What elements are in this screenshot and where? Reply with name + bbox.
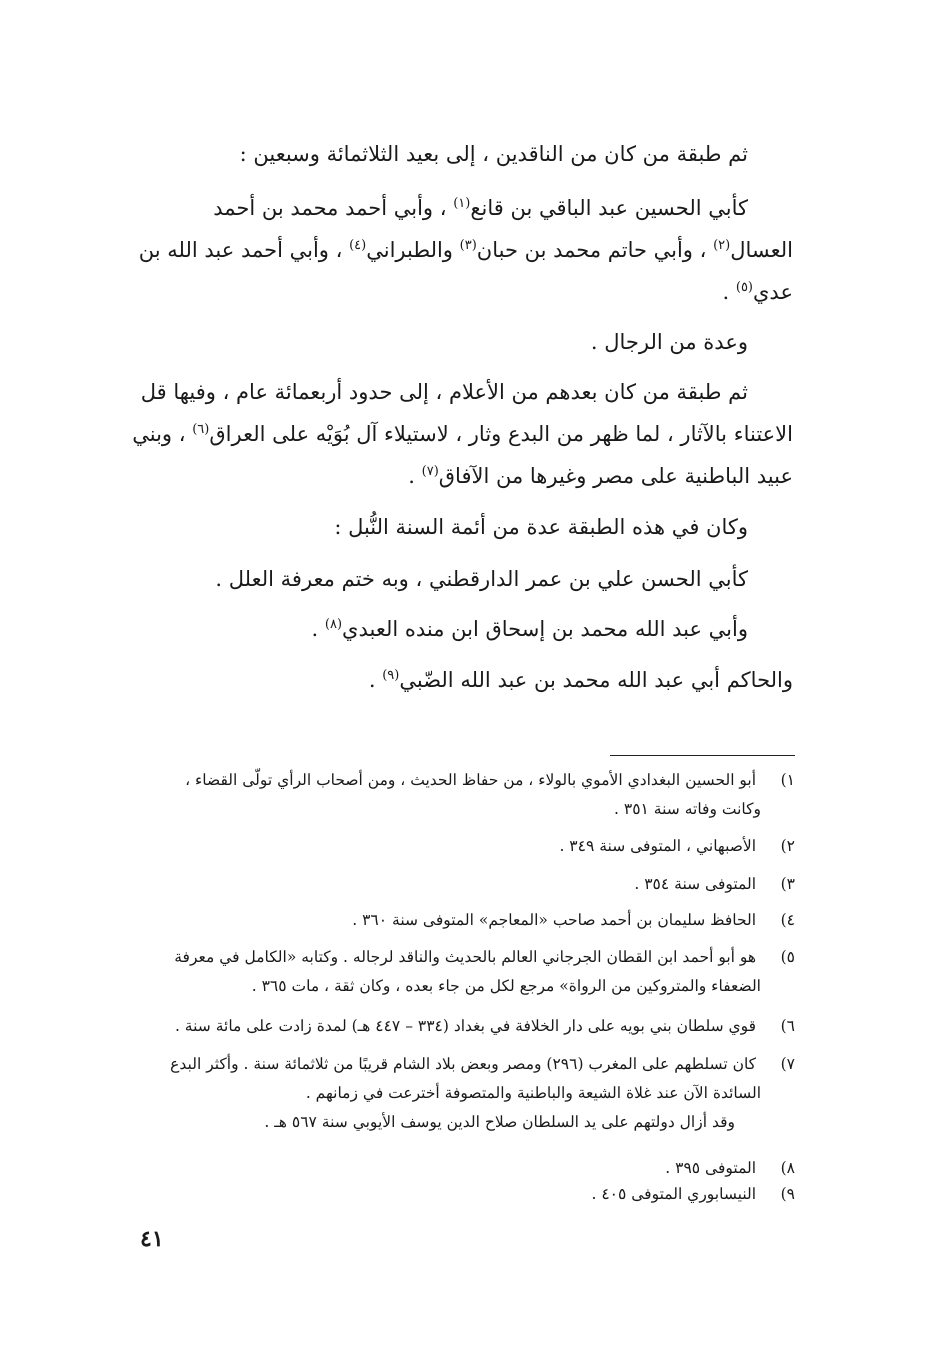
text-span: العسال (730, 238, 793, 262)
text-span: ثم طبقة من كان بعدهم من الأعلام ، إلى حدود أربعمائة عام ، وفيها قل (140, 380, 748, 404)
page-number: ٤١ (140, 1226, 164, 1252)
paragraph-line (369, 668, 793, 692)
text-span: عدي (753, 280, 793, 304)
footnote (140, 1012, 795, 1041)
text-span: ، وبني (132, 422, 186, 446)
footnote-continuation: وكانت وفاته سنة ٣٥١ . (614, 800, 761, 818)
paragraph-line (141, 380, 748, 404)
text-span: كأبي الحسن علي بن عمر الدارقطني ، وبه ختم معرفة العلل . (215, 567, 748, 591)
paragraph-line (408, 464, 793, 488)
footnote-text: كان تسلطهم على المغرب (٢٩٦) ومصر وبعض بلاد الشام قريبًا من ثلاثمائة سنة . وأكثر البدع (170, 1055, 757, 1073)
footnote-ref[interactable]: (٦) (192, 422, 210, 437)
text-span: ، وأبي أحمد محمد بن أحمد (213, 196, 447, 220)
paragraph-line (591, 330, 748, 354)
text-span: والطبراني (366, 238, 453, 262)
paragraph-line (213, 196, 748, 220)
footnote-ref[interactable]: (٨) (324, 617, 343, 632)
paragraph-line (139, 238, 793, 262)
footnote-text: قوي سلطان بني بويه على دار الخلافة في بغداد (٣٣٤ – ٤٤٧ هـ) لمدة زادت على مائة سنة . (174, 1017, 757, 1035)
text-span: ثم طبقة من كان من الناقدين ، إلى بعيد الثلاثمائة وسبعين : (239, 142, 748, 166)
footnote-continuation: وقد أزال دولتهم على يد السلطان صلاح الدين يوسف الأيوبي سنة ٥٦٧ هـ . (264, 1113, 735, 1131)
paragraph-line (334, 515, 748, 539)
footnote (140, 1050, 795, 1137)
footnote-number: ١) (780, 771, 795, 789)
paragraph-line (132, 422, 793, 446)
footnote-ref[interactable]: (٢) (713, 238, 731, 253)
footnote (140, 766, 795, 824)
footnote-number: ٣) (780, 875, 795, 893)
footnote-number: ٧) (780, 1055, 795, 1073)
text-span: وكان في هذه الطبقة عدة من أئمة السنة النُّبل : (334, 515, 748, 539)
footnote (140, 1180, 795, 1209)
footnote (140, 1154, 795, 1183)
footnote-separator (610, 755, 795, 756)
footnote-text: النيسابوري المتوفى ٤٠٥ . (591, 1185, 757, 1203)
text-span: . (368, 668, 376, 692)
footnote-ref[interactable]: (٧) (421, 464, 439, 479)
text-span: وعدة من الرجال . (590, 330, 748, 354)
text-span: كأبي الحسين عبد الباقي بن قانع (470, 196, 748, 220)
text-span: . (311, 617, 319, 641)
paragraph-line (312, 617, 749, 641)
text-span: . (722, 280, 730, 304)
text-span: . (408, 464, 415, 488)
text-span: وأبي عبد الله محمد بن إسحاق ابن منده العبدي (342, 617, 748, 641)
footnote (140, 943, 795, 1001)
footnote-ref[interactable]: (٥) (735, 280, 753, 295)
text-span: عبيد الباطنية على مصر وغيرها من الآفاق (438, 464, 793, 488)
footnote-continuation: الضعفاء والمتروكين من الرواة» مرجع لكل من جاء بعده ، وكان ثقة ، مات ٣٦٥ . (251, 977, 761, 995)
text-span: والحاكم أبي عبد الله محمد بن عبد الله الضّبي (399, 668, 793, 692)
footnote-text: المتوفى سنة ٣٥٤ . (634, 875, 757, 893)
footnote-number: ٥) (780, 948, 795, 966)
text-span: ، وأبي حاتم محمد بن حبان (476, 238, 707, 262)
footnote-number: ٩) (780, 1185, 795, 1203)
footnote-text: الحافظ سليمان بن أحمد صاحب «المعاجم» المتوفى سنة ٣٦٠ . (352, 911, 757, 929)
footnote-number: ٦) (780, 1017, 795, 1035)
footnote-number: ٢) (780, 837, 795, 855)
footnote-number: ٤) (780, 911, 795, 929)
footnote-ref[interactable]: (٣) (459, 238, 477, 253)
paragraph-line (722, 280, 793, 304)
paragraph-line (215, 567, 748, 591)
paragraph-line (240, 142, 748, 166)
footnote-text: أبو الحسين البغدادي الأموي بالولاء ، من حفاظ الحديث ، ومن أصحاب الرأي تولّى القضاء ، (185, 771, 757, 789)
footnote (140, 906, 795, 935)
footnote-ref[interactable]: (٩) (382, 668, 400, 683)
footnote-text: الأصبهاني ، المتوفى سنة ٣٤٩ . (559, 837, 757, 855)
footnote-ref[interactable]: (٤) (349, 238, 367, 253)
footnote-text: هو أبو أحمد ابن القطان الجرجاني العالم بالحديث والناقد لرجاله . وكتابه «الكامل في معرفة (174, 948, 757, 966)
footnote-continuation: السائدة الآن عند غلاة الشيعة والباطنية والمتصوفة أخترعت في زمانهم . (305, 1084, 761, 1102)
footnote (140, 832, 795, 861)
footnote-text: المتوفى ٣٩٥ . (665, 1159, 757, 1177)
text-span: ، وأبي أحمد عبد الله بن (138, 238, 343, 262)
footnote (140, 870, 795, 899)
text-span: الاعتناء بالآثار ، لما ظهر من البدع وثار ، لاستيلاء آل بُوَيْه على العراق (209, 422, 793, 446)
footnote-number: ٨) (780, 1159, 795, 1177)
footnote-ref[interactable]: (١) (453, 196, 471, 211)
